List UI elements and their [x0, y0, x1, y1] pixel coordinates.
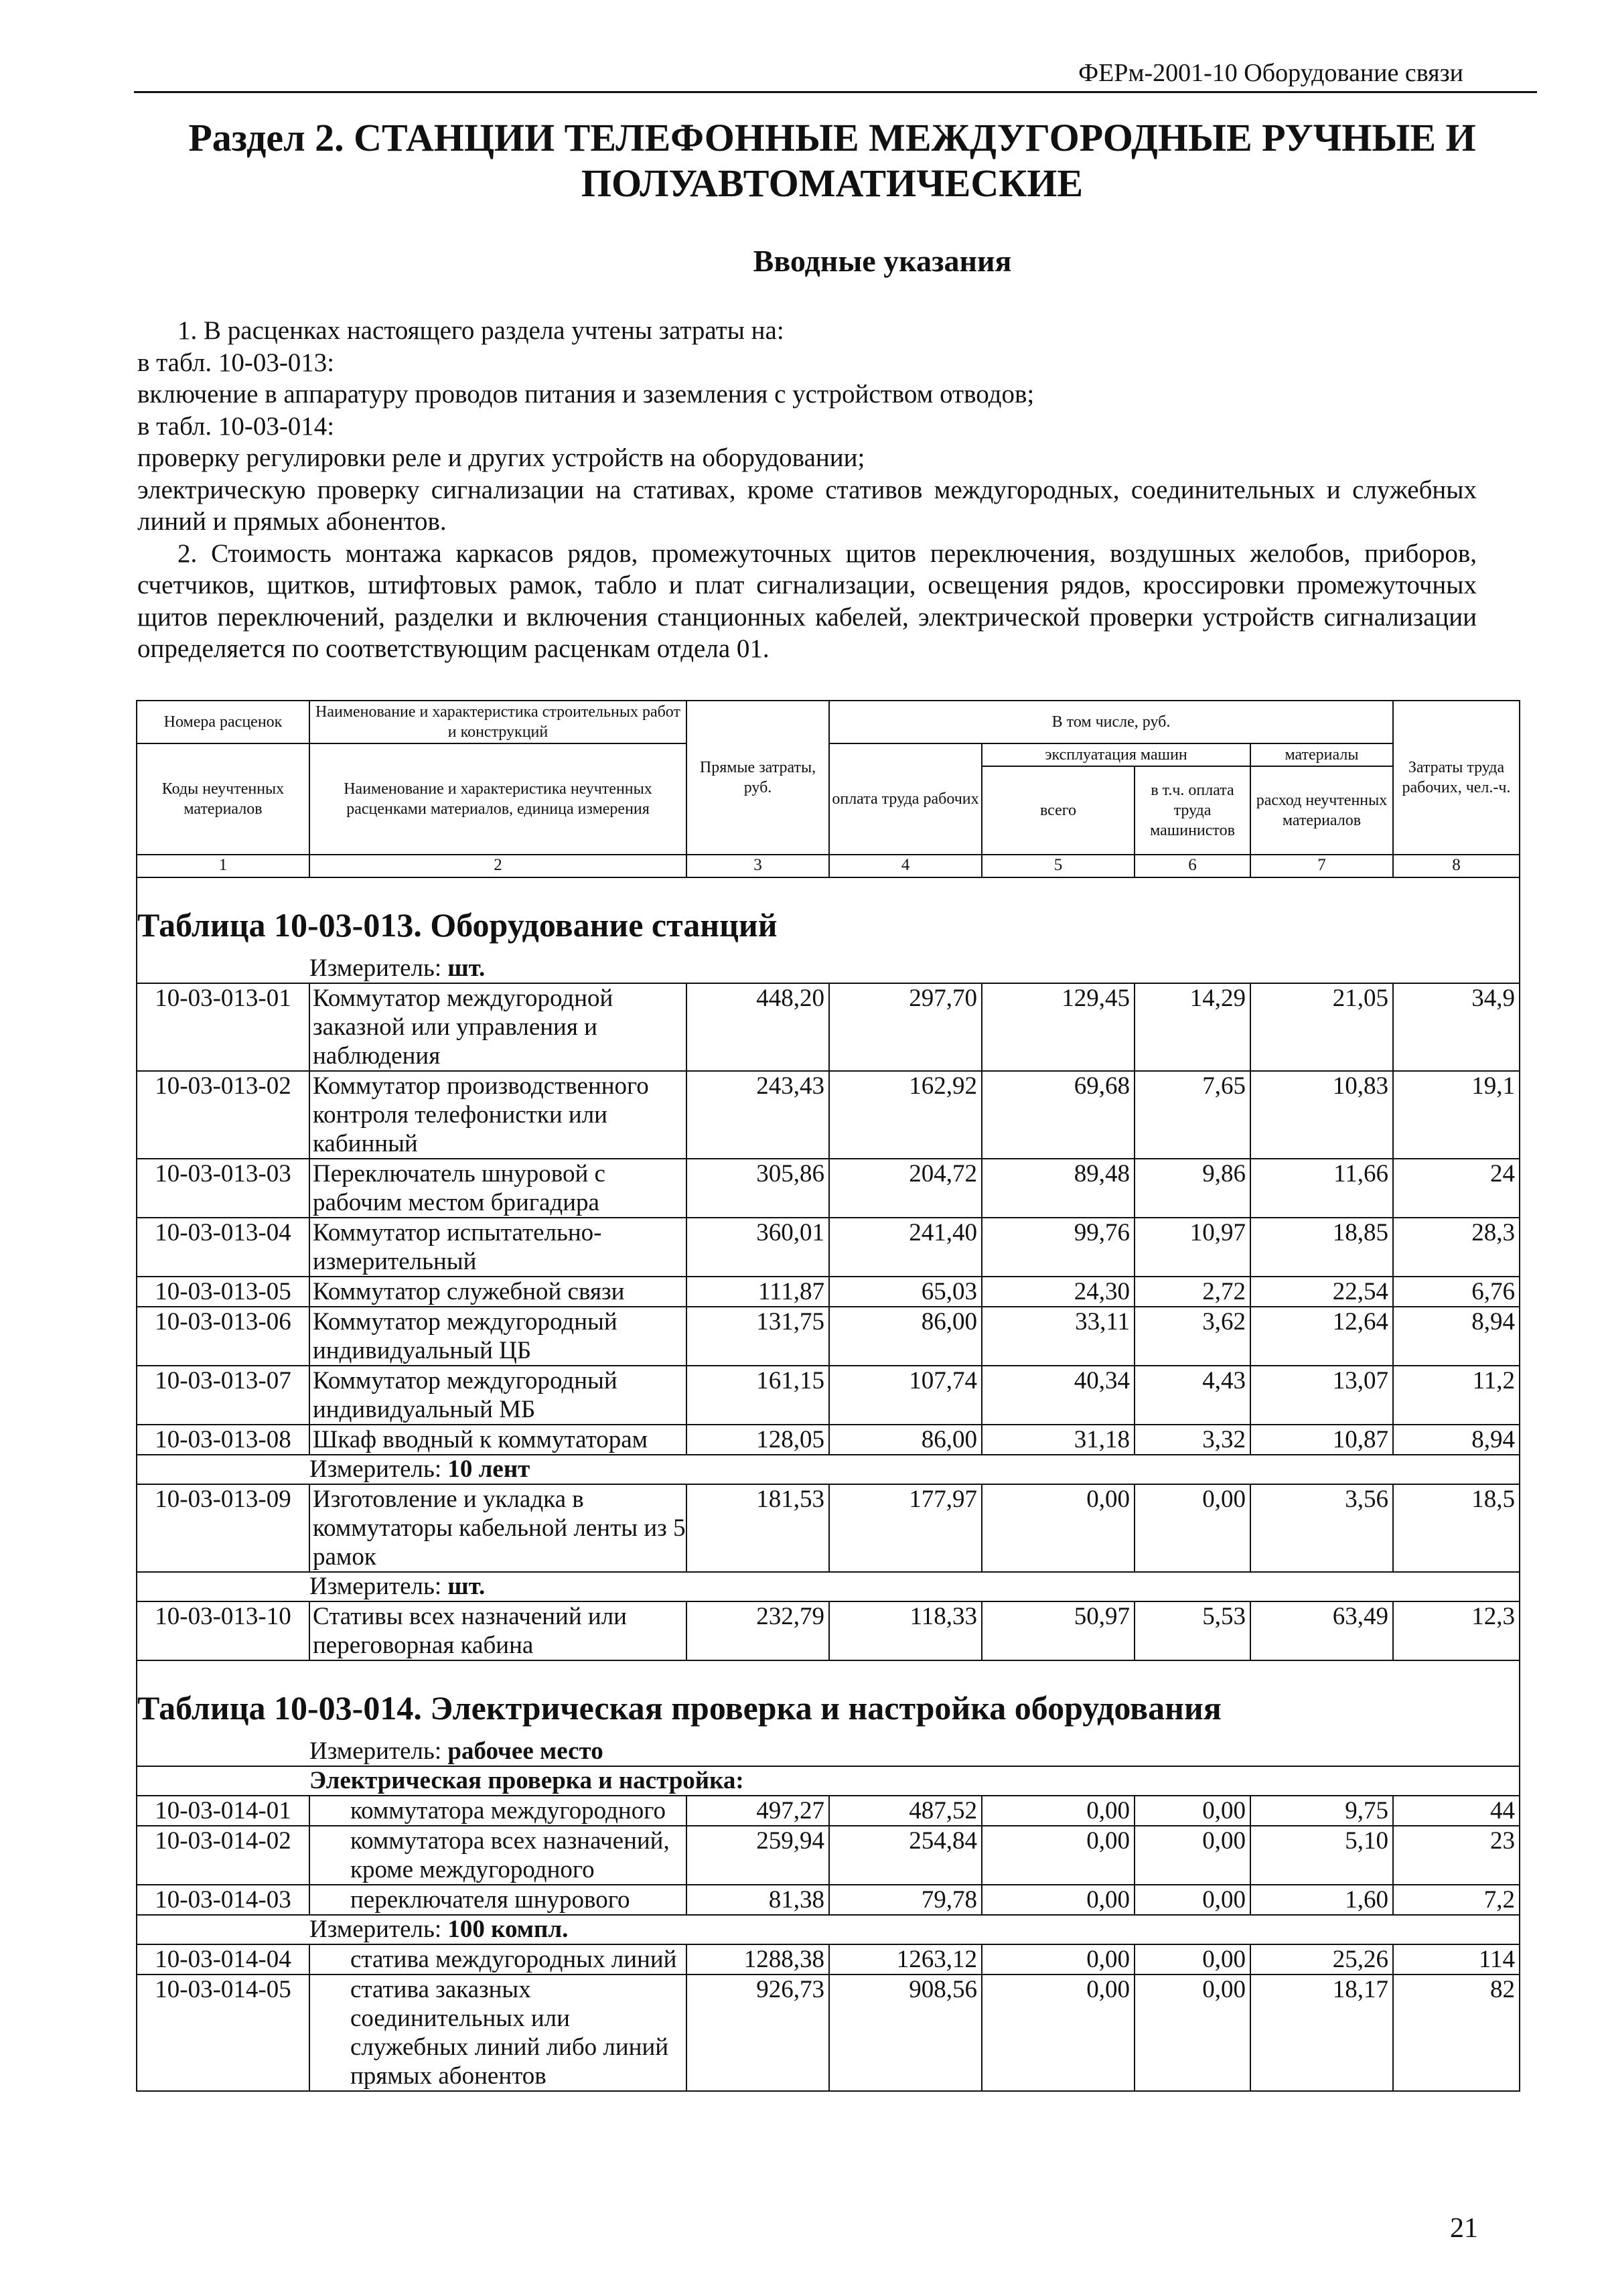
- machinist-pay: 0,00: [1135, 1975, 1250, 2091]
- work-name: Коммутатор испытательно-измерительный: [309, 1218, 686, 1277]
- table2-title-row: [137, 1660, 1520, 1737]
- machines-total: 0,00: [982, 1826, 1135, 1885]
- machinist-pay: 2,72: [1135, 1277, 1250, 1307]
- intro-paragraph-6: электрическую проверку сигнализации на стативах, кроме стативов междугородных, соединительных и служебных линий и прямых абонентов.: [137, 475, 1477, 536]
- worker-pay: 254,84: [829, 1826, 982, 1885]
- worker-pay: 204,72: [829, 1159, 982, 1218]
- materials: 5,10: [1250, 1826, 1393, 1885]
- rate-code: 10-03-014-05: [137, 1975, 309, 2091]
- header-col2-top: Наименование и характеристика строительных работ и конструкций: [309, 701, 686, 743]
- table-row: [137, 1159, 1520, 1218]
- materials: 18,85: [1250, 1218, 1393, 1277]
- measure-unit: шт.: [447, 1573, 486, 1600]
- worker-pay: 1263,12: [829, 1944, 982, 1975]
- rates-table: [136, 700, 1520, 2092]
- machinist-pay: 9,86: [1135, 1159, 1250, 1218]
- materials: 21,05: [1250, 983, 1393, 1071]
- table-row: [137, 1366, 1520, 1425]
- header-col1-bottom: Коды неучтенных материалов: [137, 743, 309, 855]
- measure-unit: 10 лент: [447, 1455, 530, 1483]
- worker-pay: 118,33: [829, 1601, 982, 1660]
- labor-hours: 11,2: [1393, 1366, 1520, 1425]
- work-name: Изготовление и укладка в коммутаторы кабельной ленты из 5 рамок: [309, 1484, 686, 1572]
- machinist-pay: 10,97: [1135, 1218, 1250, 1277]
- direct-costs: 259,94: [686, 1826, 829, 1885]
- table2-rows-b: [137, 1944, 1520, 2091]
- worker-pay: 162,92: [829, 1071, 982, 1159]
- header-machines-total: всего: [982, 766, 1135, 855]
- labor-hours: 24: [1393, 1159, 1520, 1218]
- intro-text: [137, 315, 1477, 665]
- intro-heading: Вводные указания: [753, 244, 1012, 278]
- direct-costs: 81,38: [686, 1885, 829, 1915]
- rate-code: 10-03-014-01: [137, 1796, 309, 1826]
- header-machines: эксплуатация машин: [982, 743, 1250, 766]
- table-row: [137, 1425, 1520, 1455]
- machines-total: 69,68: [982, 1071, 1135, 1159]
- table-row: [137, 983, 1520, 1071]
- work-name: Коммутатор междугородной заказной или управления и наблюдения: [309, 983, 686, 1071]
- worker-pay: 908,56: [829, 1975, 982, 2091]
- table-row: [137, 1885, 1520, 1915]
- table-row: [137, 1484, 1520, 1572]
- table2-subheading: Электрическая проверка и настройка:: [309, 1767, 744, 1794]
- work-name: Коммутатор междугородный индивидуальный МБ: [309, 1366, 686, 1425]
- table1-measure-row: [137, 954, 1520, 983]
- labor-hours: 114: [1393, 1944, 1520, 1975]
- machines-total: 0,00: [982, 1885, 1135, 1915]
- measure-unit: 100 компл.: [447, 1916, 569, 1943]
- work-name: Коммутатор производственного контроля телефонистки или кабинный: [309, 1071, 686, 1159]
- materials: 18,17: [1250, 1975, 1393, 2091]
- intro-paragraph-5: проверку регулировки реле и других устройств на оборудовании;: [137, 443, 865, 472]
- direct-costs: 926,73: [686, 1975, 829, 2091]
- column-number: 2: [309, 855, 686, 877]
- rate-code: 10-03-013-02: [137, 1071, 309, 1159]
- work-name: Шкаф вводный к коммутаторам: [309, 1425, 686, 1455]
- worker-pay: 86,00: [829, 1425, 982, 1455]
- rate-code: 10-03-013-08: [137, 1425, 309, 1455]
- intro-paragraph-3: включение в аппаратуру проводов питания и заземления с устройством отводов;: [137, 380, 1035, 409]
- table-row: [137, 1826, 1520, 1885]
- labor-hours: 23: [1393, 1826, 1520, 1885]
- work-name: статива междугородных линий: [309, 1944, 686, 1975]
- rate-code: 10-03-013-05: [137, 1277, 309, 1307]
- table1-rows-b: [137, 1484, 1520, 1572]
- work-name: Стативы всех назначений или переговорная кабина: [309, 1601, 686, 1660]
- machines-total: 33,11: [982, 1307, 1135, 1366]
- header-machinist-pay: в т.ч. оплата труда машинистов: [1135, 766, 1250, 855]
- direct-costs: 1288,38: [686, 1944, 829, 1975]
- machinist-pay: 0,00: [1135, 1885, 1250, 1915]
- direct-costs: 111,87: [686, 1277, 829, 1307]
- column-number: 4: [829, 855, 982, 877]
- rate-code: 10-03-013-07: [137, 1366, 309, 1425]
- column-number: 7: [1250, 855, 1393, 877]
- header-col2-bottom: Наименование и характеристика неучтенных расценками материалов, единица измерения: [309, 743, 686, 855]
- worker-pay: 107,74: [829, 1366, 982, 1425]
- running-header: ФЕРм-2001-10 Оборудование связи: [1078, 59, 1463, 87]
- labor-hours: 19,1: [1393, 1071, 1520, 1159]
- direct-costs: 128,05: [686, 1425, 829, 1455]
- direct-costs: 131,75: [686, 1307, 829, 1366]
- measure-label: Измеритель: 100 компл.: [309, 1915, 1520, 1944]
- table2-measure-row: [137, 1737, 1520, 1766]
- intro-paragraph-7: 2. Стоимость монтажа каркасов рядов, промежуточных щитов переключения, воздушных желобов, приборов, счетчиков, щитков, штифтовых рамок, табло и плат сигнализации, освещения рядов, кроссировки промежуточных щитов переключений, разделки и включения станционных кабелей, электрической проверки устройств сигнализации определяется по соответствующим расценкам отдела 01.: [137, 539, 1477, 663]
- table2-subheading-row: [137, 1766, 1520, 1796]
- table1-rows-c: [137, 1601, 1520, 1660]
- labor-hours: 6,76: [1393, 1277, 1520, 1307]
- section-title-line1: Раздел 2. СТАНЦИИ ТЕЛЕФОННЫЕ МЕЖДУГОРОДНЫЕ РУЧНЫЕ И: [188, 116, 1476, 159]
- labor-hours: 12,3: [1393, 1601, 1520, 1660]
- materials: 13,07: [1250, 1366, 1393, 1425]
- worker-pay: 177,97: [829, 1484, 982, 1572]
- header-rule: [134, 91, 1537, 93]
- table-row: [137, 1975, 1520, 2091]
- machines-total: 24,30: [982, 1277, 1135, 1307]
- table-row: [137, 1277, 1520, 1307]
- machines-total: 31,18: [982, 1425, 1135, 1455]
- direct-costs: 243,43: [686, 1071, 829, 1159]
- section-title-line2: ПОЛУАВТОМАТИЧЕСКИЕ: [581, 161, 1084, 205]
- machines-total: 0,00: [982, 1975, 1135, 2091]
- work-name: коммутатора всех назначений, кроме междугородного: [309, 1826, 686, 1885]
- column-number: 3: [686, 855, 829, 877]
- intro-paragraph-2: в табл. 10-03-013:: [137, 348, 335, 377]
- labor-hours: 28,3: [1393, 1218, 1520, 1277]
- table-header-row-1: [137, 701, 1520, 743]
- machines-total: 40,34: [982, 1366, 1135, 1425]
- header-direct-costs: Прямые затраты, руб.: [686, 701, 829, 855]
- machinist-pay: 3,32: [1135, 1425, 1250, 1455]
- labor-hours: 34,9: [1393, 983, 1520, 1071]
- table1-title: Таблица 10-03-013. Оборудование станций: [137, 906, 778, 944]
- materials: 9,75: [1250, 1796, 1393, 1826]
- worker-pay: 65,03: [829, 1277, 982, 1307]
- header-unaccounted-materials: расход неучтенных материалов: [1250, 766, 1393, 855]
- materials: 11,66: [1250, 1159, 1393, 1218]
- table1-measure-row-2: [137, 1455, 1520, 1484]
- section-title: [100, 115, 1564, 206]
- direct-costs: 181,53: [686, 1484, 829, 1572]
- labor-hours: 44: [1393, 1796, 1520, 1826]
- work-name: Коммутатор междугородный индивидуальный ЦБ: [309, 1307, 686, 1366]
- rate-code: 10-03-014-04: [137, 1944, 309, 1975]
- machinist-pay: 14,29: [1135, 983, 1250, 1071]
- table2-title: Таблица 10-03-014. Электрическая проверка и настройка оборудования: [137, 1689, 1222, 1727]
- rate-code: 10-03-013-10: [137, 1601, 309, 1660]
- work-name: коммутатора междугородного: [309, 1796, 686, 1826]
- direct-costs: 360,01: [686, 1218, 829, 1277]
- measure-label: Измеритель: шт.: [309, 954, 1520, 983]
- machinist-pay: 7,65: [1135, 1071, 1250, 1159]
- worker-pay: 297,70: [829, 983, 982, 1071]
- materials: 10,87: [1250, 1425, 1393, 1455]
- table-row: [137, 1796, 1520, 1826]
- header-worker-pay: оплата труда рабочих: [829, 743, 982, 855]
- table2-measure-row-2: [137, 1915, 1520, 1944]
- work-name: статива заказных соединительных или служебных линий либо линий прямых абонентов: [309, 1975, 686, 2091]
- machinist-pay: 3,62: [1135, 1307, 1250, 1366]
- worker-pay: 241,40: [829, 1218, 982, 1277]
- table-row: [137, 1601, 1520, 1660]
- machines-total: 50,97: [982, 1601, 1135, 1660]
- machinist-pay: 5,53: [1135, 1601, 1250, 1660]
- materials: 12,64: [1250, 1307, 1393, 1366]
- labor-hours: 8,94: [1393, 1307, 1520, 1366]
- materials: 1,60: [1250, 1885, 1393, 1915]
- column-number: 6: [1135, 855, 1250, 877]
- measure-unit: рабочее место: [447, 1737, 603, 1765]
- labor-hours: 8,94: [1393, 1425, 1520, 1455]
- materials: 3,56: [1250, 1484, 1393, 1572]
- measure-unit: шт.: [447, 954, 486, 982]
- machines-total: 129,45: [982, 983, 1135, 1071]
- materials: 10,83: [1250, 1071, 1393, 1159]
- work-name: Переключатель шнуровой с рабочим местом бригадира: [309, 1159, 686, 1218]
- worker-pay: 86,00: [829, 1307, 982, 1366]
- direct-costs: 305,86: [686, 1159, 829, 1218]
- rate-code: 10-03-013-06: [137, 1307, 309, 1366]
- header-labor-hours: Затраты труда рабочих, чел.-ч.: [1393, 701, 1520, 855]
- direct-costs: 497,27: [686, 1796, 829, 1826]
- machinist-pay: 0,00: [1135, 1796, 1250, 1826]
- table1-title-row: [137, 877, 1520, 954]
- table-row: [137, 1218, 1520, 1277]
- column-number: 8: [1393, 855, 1520, 877]
- work-name: переключателя шнурового: [309, 1885, 686, 1915]
- table1-rows-a: [137, 983, 1520, 1455]
- rate-code: 10-03-013-04: [137, 1218, 309, 1277]
- machines-total: 99,76: [982, 1218, 1135, 1277]
- page-number: 21: [1450, 2213, 1478, 2244]
- labor-hours: 82: [1393, 1975, 1520, 2091]
- materials: 22,54: [1250, 1277, 1393, 1307]
- measure-label: Измеритель: 10 лент: [309, 1455, 1520, 1484]
- table2-rows-a: [137, 1796, 1520, 1915]
- column-numbers-row: [137, 855, 1520, 877]
- materials: 63,49: [1250, 1601, 1393, 1660]
- table-row: [137, 1307, 1520, 1366]
- rate-code: 10-03-014-03: [137, 1885, 309, 1915]
- measure-label: Измеритель: рабочее место: [309, 1737, 1520, 1766]
- machinist-pay: 4,43: [1135, 1366, 1250, 1425]
- header-col1-top: Номера расценок: [137, 701, 309, 743]
- machines-total: 0,00: [982, 1484, 1135, 1572]
- direct-costs: 232,79: [686, 1601, 829, 1660]
- machinist-pay: 0,00: [1135, 1484, 1250, 1572]
- machinist-pay: 0,00: [1135, 1826, 1250, 1885]
- table-row: [137, 1944, 1520, 1975]
- materials: 25,26: [1250, 1944, 1393, 1975]
- table1-measure-row-3: [137, 1572, 1520, 1601]
- table-row: [137, 1071, 1520, 1159]
- direct-costs: 161,15: [686, 1366, 829, 1425]
- worker-pay: 487,52: [829, 1796, 982, 1826]
- rate-code: 10-03-013-03: [137, 1159, 309, 1218]
- rate-code: 10-03-013-01: [137, 983, 309, 1071]
- worker-pay: 79,78: [829, 1885, 982, 1915]
- intro-paragraph-1: 1. В расценках настоящего раздела учтены затраты на:: [177, 316, 784, 345]
- intro-paragraph-4: в табл. 10-03-014:: [137, 411, 335, 441]
- rates-table-wrapper: [136, 700, 1519, 2092]
- column-number: 1: [137, 855, 309, 877]
- rate-code: 10-03-013-09: [137, 1484, 309, 1572]
- rate-code: 10-03-014-02: [137, 1826, 309, 1885]
- machinist-pay: 0,00: [1135, 1944, 1250, 1975]
- labor-hours: 18,5: [1393, 1484, 1520, 1572]
- measure-label: Измеритель: шт.: [309, 1572, 1520, 1601]
- header-materials: материалы: [1250, 743, 1393, 766]
- labor-hours: 7,2: [1393, 1885, 1520, 1915]
- machines-total: 0,00: [982, 1944, 1135, 1975]
- work-name: Коммутатор служебной связи: [309, 1277, 686, 1307]
- machines-total: 0,00: [982, 1796, 1135, 1826]
- column-number: 5: [982, 855, 1135, 877]
- header-group-incl: В том числе, руб.: [829, 701, 1393, 743]
- direct-costs: 448,20: [686, 983, 829, 1071]
- machines-total: 89,48: [982, 1159, 1135, 1218]
